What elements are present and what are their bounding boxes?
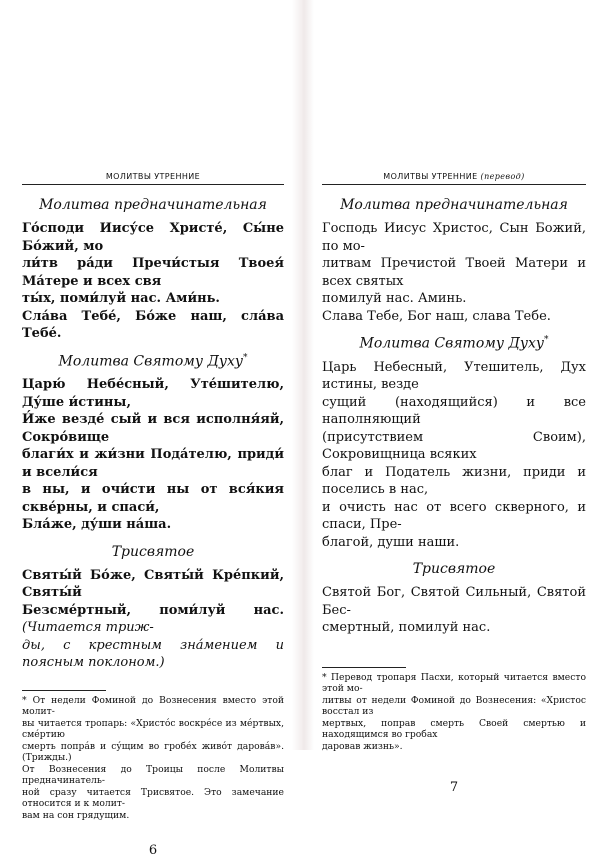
text-line: Слава Тебе, Бог наш, слава Тебе. xyxy=(322,308,551,324)
footnote: * Перевод тропаря Пасхи, который читается вместо этой мо- литвы от недели Фоминой до Вознесения: «Христос восстал из мертвых, поправ смерть Своей смертью и находящимся во гробах даровав жизнь». xyxy=(322,671,586,752)
prayer-title: Трисвятое xyxy=(111,543,195,560)
text-line: Бла́же, ду́ши на́ша. xyxy=(22,517,172,533)
running-head xyxy=(322,172,586,185)
prayer-text xyxy=(22,376,284,534)
text-line: Святы́й Бо́же, Святы́й Кре́пкий, Святы́й xyxy=(22,567,284,601)
footnote-rule xyxy=(22,690,106,691)
prayer-text xyxy=(322,220,586,325)
text-line: благ и Податель жизни, приди и поселись в нас, xyxy=(322,464,586,498)
footnote-rule xyxy=(322,667,406,668)
text-line: благой, души наши. xyxy=(322,534,460,550)
text-line: смертный, помилуй нас. xyxy=(322,620,491,636)
running-head xyxy=(22,172,284,185)
text-line: литвам Пречистой Твоей Матери и всех святых xyxy=(322,256,586,289)
text-line: (присутствием Своим), Сокровищница всяких xyxy=(322,429,586,463)
rubric-note: ды, с крестным зна́мением и поясным поклоном.) xyxy=(22,637,284,671)
text-line: Царю́ Небе́сный, Уте́шителю, Ду́ше и́стины, xyxy=(22,377,284,410)
prayer-title-text: Молитва Святому Духу xyxy=(58,353,243,370)
text-line: и очисть нас от всего скверного, и спаси, Пре- xyxy=(322,499,586,533)
page-number: 6 xyxy=(148,843,158,858)
prayer-title-text: Молитва Святому Духу xyxy=(359,335,544,352)
rubric-note: (Читается триж- xyxy=(22,620,154,636)
text-line xyxy=(22,637,284,672)
prayer-text xyxy=(22,220,284,343)
text-line: Господь Иисус Христос, Сын Божий, по мо- xyxy=(322,221,586,254)
text-line: Безсме́ртный, поми́луй нас. (Читается триж- xyxy=(22,602,284,636)
page-number: 7 xyxy=(449,780,459,796)
prayer-title xyxy=(322,335,586,352)
text-line: И́же везде́ сый и вся исполня́яй, Сокро́вище xyxy=(22,412,284,445)
text-line: Го́споди Иису́се Христе́, Сы́не Бо́жий, мо xyxy=(22,221,284,254)
text-line: благи́х и жи́зни Пода́телю, приди́ и всели́ся xyxy=(22,447,284,480)
text-line: ты́х, поми́луй нас. Ами́нь. xyxy=(22,291,220,306)
footnote-mark: * xyxy=(242,352,248,363)
right-page xyxy=(322,172,586,795)
running-head-text: МОЛИТВЫ УТРЕННИЕ xyxy=(383,172,478,181)
prayer-text xyxy=(322,359,586,552)
prayer-title: Трисвятое xyxy=(412,561,496,578)
running-head-suffix: (перевод) xyxy=(480,172,525,181)
text-line: сущий (находящийся) и все наполняющий xyxy=(322,394,586,428)
text-line: в ны, и очи́сти ны от вся́кия скве́рны, и спаси́, xyxy=(22,482,284,515)
text-line: Царь Небесный, Утешитель, Дух истины, везде xyxy=(322,359,586,393)
text-line: Сла́ва Тебе́, Бо́же наш, сла́ва Тебе́. xyxy=(22,308,284,341)
text-line: ли́тв ра́ди Пречи́стыя Твоея́ Ма́тере и всех свя xyxy=(22,256,284,289)
text-line: Святой Бог, Святой Сильный, Святой Бес- xyxy=(322,585,586,618)
left-page xyxy=(22,172,284,858)
prayer-text xyxy=(322,584,586,637)
footnote: * От недели Фоминой до Вознесения вместо этой молит- вы читается тропарь: «Христо́с воскре́се из ме́ртвых, сме́ртию смерть попра́в и су́щим во гробе́х живо́т дарова́в». (Трижды.) От Вознесения до Троицы после Молитвы предначинатель- ной сразу читается Трисвятое. Это замечание относится и к молит- вам на сон грядущим. xyxy=(22,694,284,821)
book-gutter xyxy=(292,0,314,750)
running-head-text: МОЛИТВЫ УТРЕННИЕ xyxy=(105,172,201,181)
text-line: помилуй нас. Аминь. xyxy=(322,291,467,306)
footnote-mark: * xyxy=(543,335,549,345)
prayer-title: Молитва предначинательная xyxy=(340,197,568,213)
prayer-title: Молитва предначинательная xyxy=(39,197,267,213)
prayer-title xyxy=(22,353,284,370)
prayer-text xyxy=(22,567,284,672)
